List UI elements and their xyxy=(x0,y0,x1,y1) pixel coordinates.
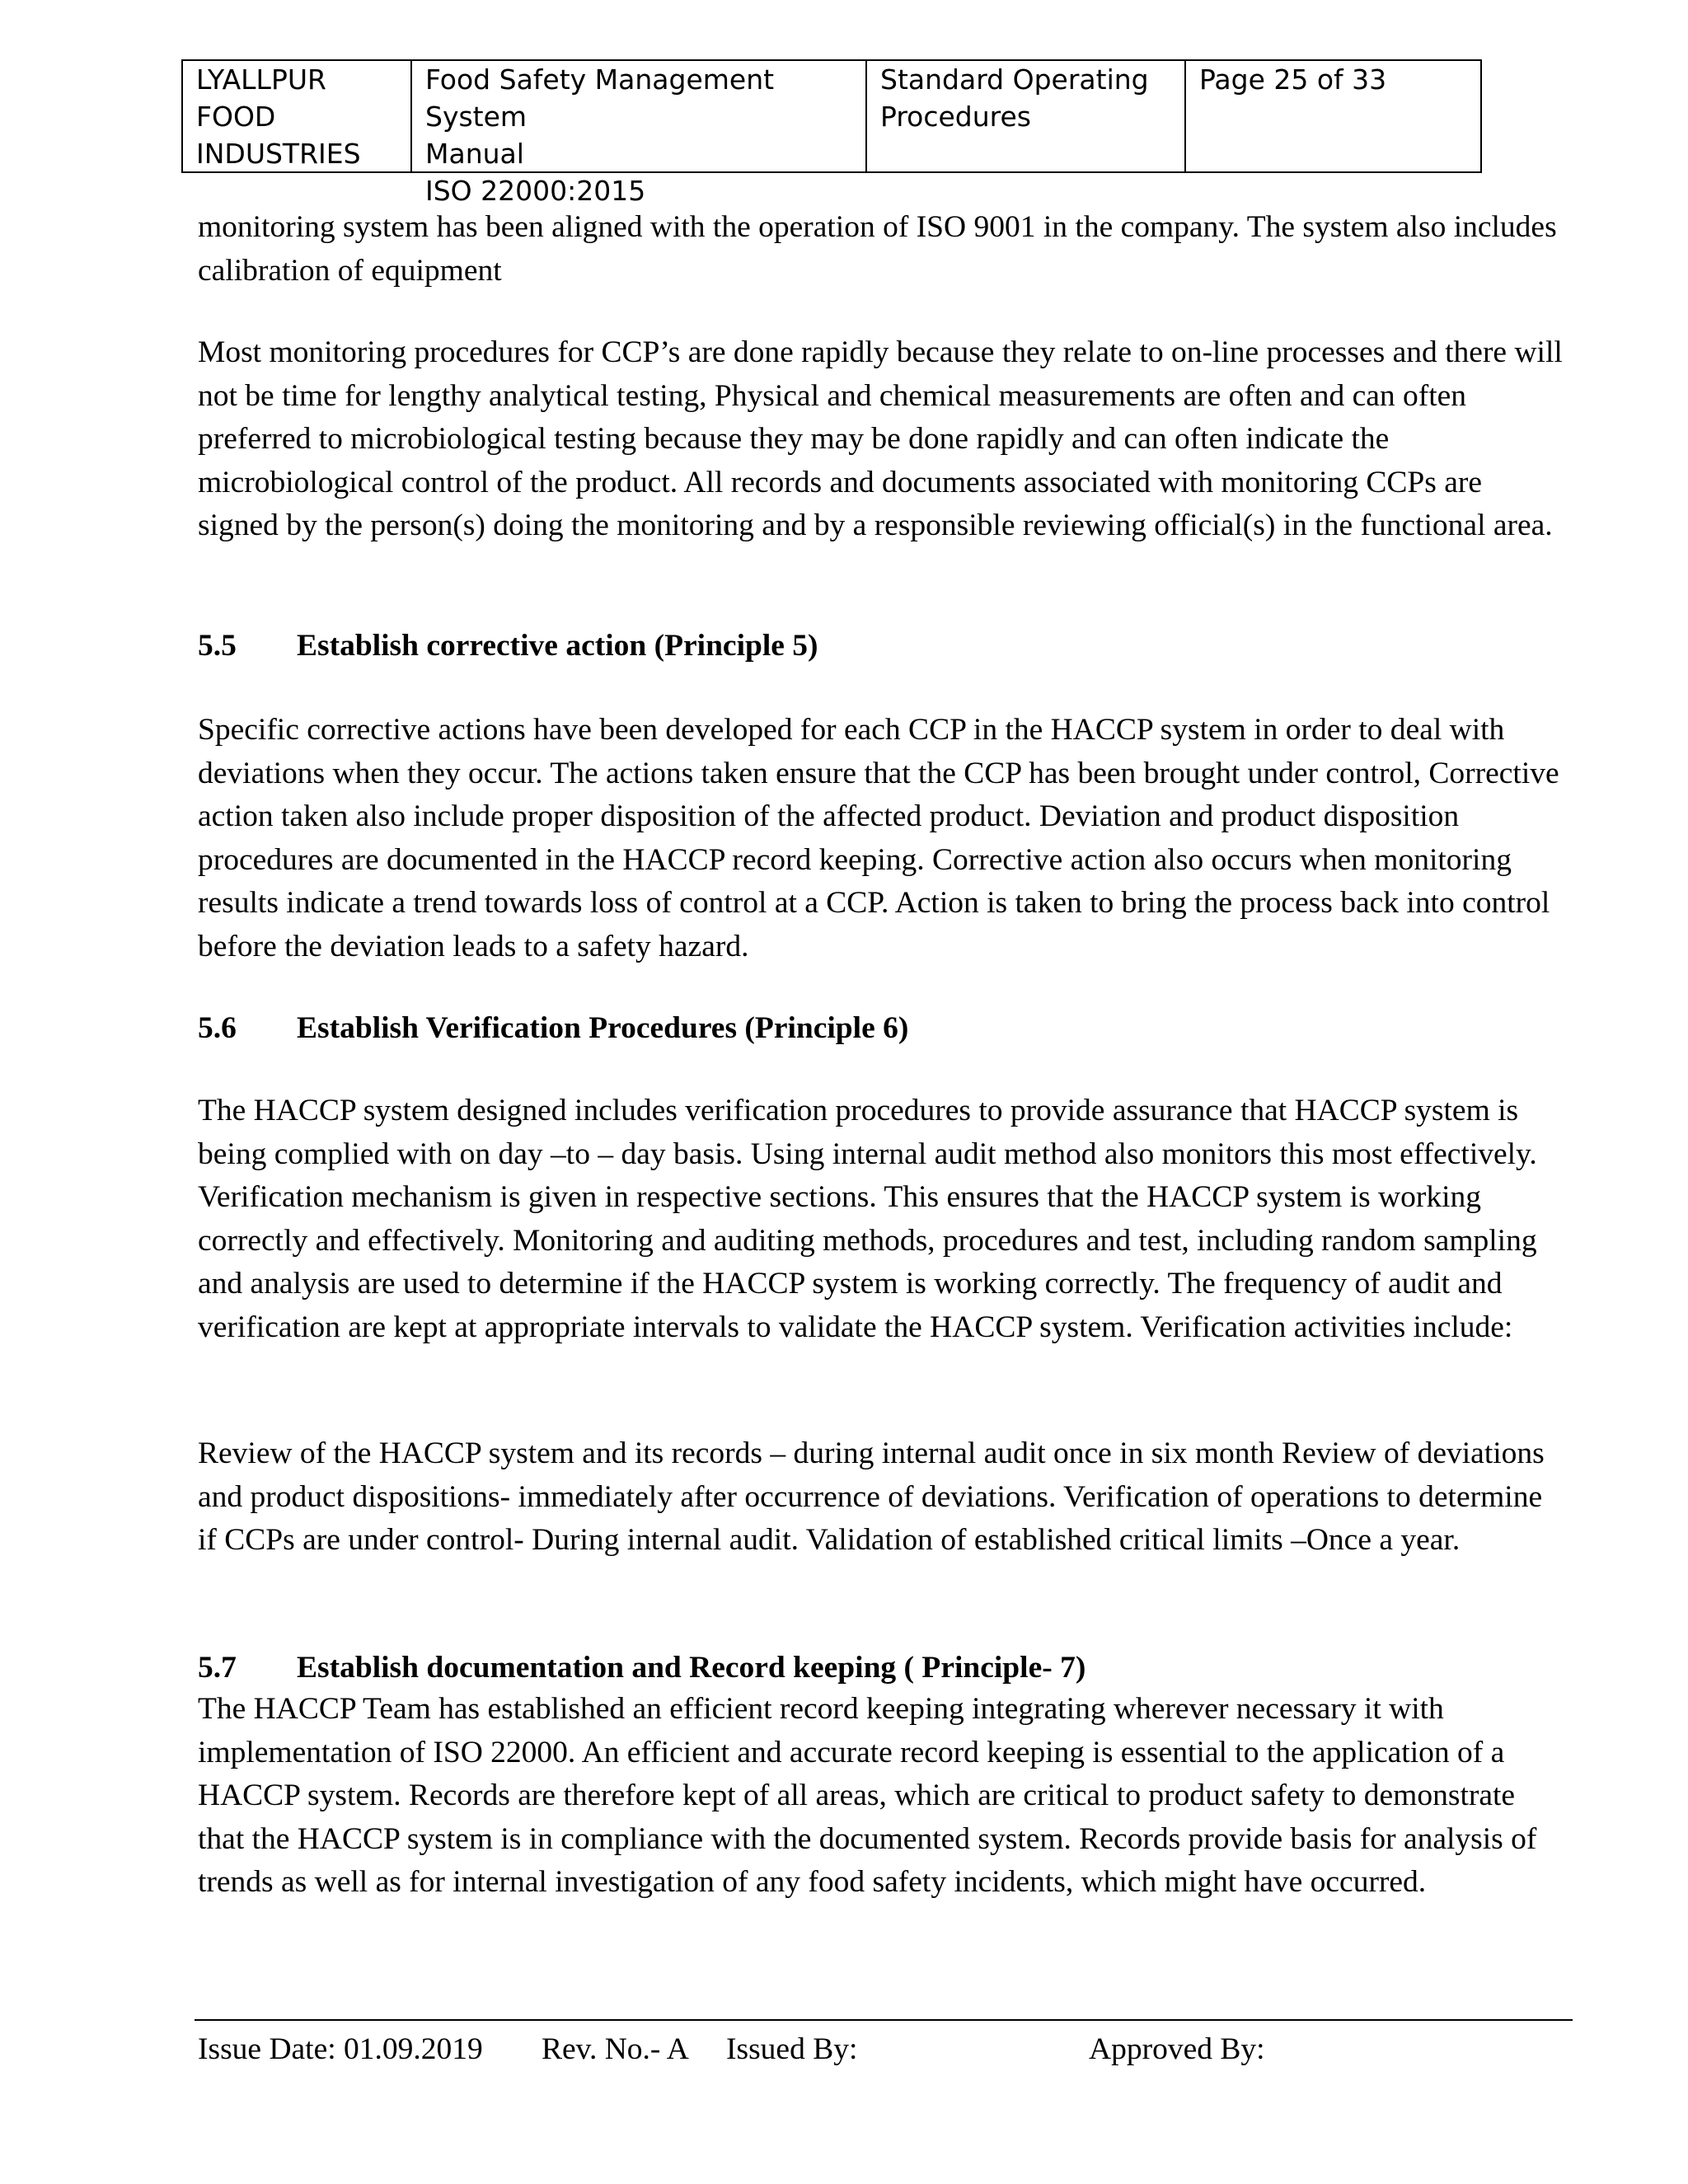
section-number: 5.6 xyxy=(198,1011,237,1045)
section-number: 5.7 xyxy=(198,1651,237,1685)
header-table xyxy=(181,59,1482,207)
section-title: Establish corrective action (Principle 5) xyxy=(297,629,818,663)
section-number: 5.5 xyxy=(198,629,237,663)
paragraph-monitoring-procedures: Most monitoring procedures for CCP’s are done rapidly because they relate to on-line processes and there will not be time for lengthy analytical testing, Physical and chemical measurements are often and can often preferred to microbiological testing because they may be done rapidly and can often indicate the microbiological control of the product. All records and documents associated with monitoring CCPs are signed by the person(s) doing the monitoring and by a responsible reviewing official(s) in the functional area. xyxy=(198,335,1563,542)
header-manual-title: Food Safety Management System Manual ISO 22000:2015 xyxy=(412,61,867,171)
footer-issue-date: Issue Date: 01.09.2019 xyxy=(198,2032,483,2066)
section-title: Establish Verification Procedures (Principle 6) xyxy=(297,1011,909,1045)
section-heading-5-5 xyxy=(198,625,818,668)
section-heading-5-6 xyxy=(198,1007,908,1050)
header-page-number: Page 25 of 33 xyxy=(1199,63,1387,96)
footer-issued-by: Issued By: xyxy=(726,2032,858,2066)
footer-rev-no: Rev. No.- A xyxy=(542,2032,689,2066)
footer-approved-by: Approved By: xyxy=(1089,2032,1265,2066)
section-heading-5-7 xyxy=(198,1647,1085,1690)
paragraph-record-keeping: The HACCP Team has established an efficient record keeping integrating wherever necessary it with implementation of ISO 22000. An efficient and accurate record keeping is essential to the application of a HACCP system. Records are therefore kept of all areas, which are critical to product safety to demonstrate that the HACCP system is in compliance with the documented system. Records provide basis for analysis of trends as well as for internal investigation of any food safety incidents, which might have occurred. xyxy=(198,1692,1537,1899)
paragraph-monitoring-system: monitoring system has been aligned with the operation of ISO 9001 in the company. The system also includes calibration of equipment xyxy=(198,210,1557,288)
paragraph-verification: The HACCP system designed includes verification procedures to provide assurance that HACCP system is being complied with on day –to – day basis. Using internal audit method also monitors this most effectively. Verification mechanism is given in respective sections. This ensures that the HACCP system is working correctly and effectively. Monitoring and auditing methods, procedures and test, including random sampling and analysis are used to determine if the HACCP system is working correctly. The frequency of audit and verification are kept at appropriate intervals to validate the HACCP system. Verification activities include: xyxy=(198,1094,1537,1344)
header-company: LYALLPUR FOOD INDUSTRIES xyxy=(183,61,412,171)
header-doc-type: Standard Operating Procedures xyxy=(867,61,1186,171)
paragraph-verification-activities: Review of the HACCP system and its records – during internal audit once in six month Review of deviations and product dispositions- immediately after occurrence of deviations. Verification of operations to determine if CCPs are under control- During internal audit. Validation of established critical limits –Once a year. xyxy=(198,1436,1545,1557)
section-title: Establish documentation and Record keeping ( Principle- 7) xyxy=(297,1651,1086,1685)
footer-divider xyxy=(195,2019,1573,2021)
paragraph-corrective-action: Specific corrective actions have been developed for each CCP in the HACCP system in order to deal with deviations when they occur. The actions taken ensure that the CCP has been brought under control, Corrective action taken also include proper disposition of the affected product. Deviation and product disposition procedures are documented in the HACCP record keeping. Corrective action also occurs when monitoring results indicate a trend towards loss of control at a CCP. Action is taken to bring the process back into control before the deviation leads to a safety hazard. xyxy=(198,713,1559,963)
